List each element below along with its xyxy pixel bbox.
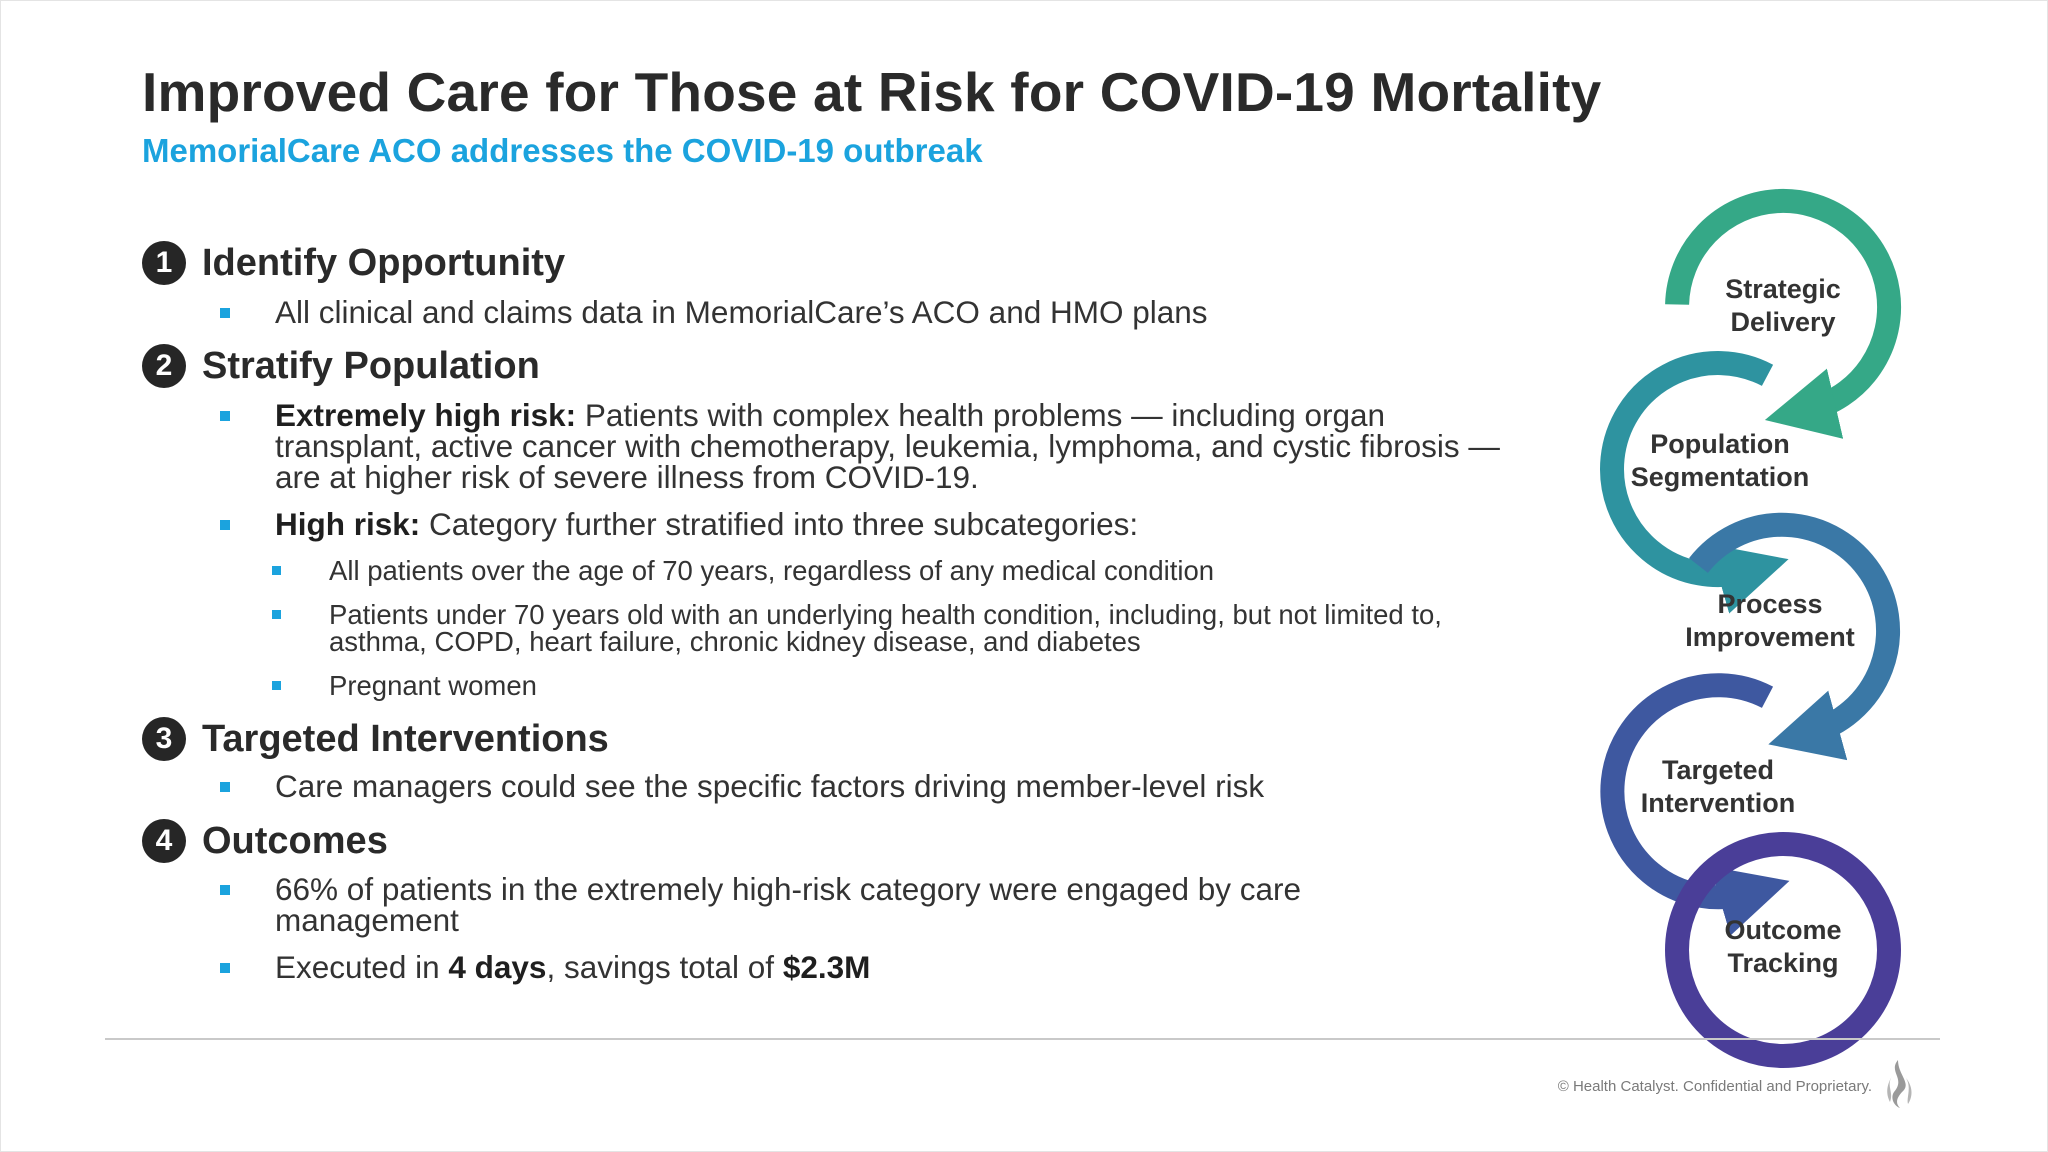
bullet-text: [275, 949, 1520, 985]
bullet-text: 66% of patients in the extremely high-risk category were engaged by care management: [275, 871, 1302, 938]
number-badge: 4: [142, 819, 186, 863]
bullet-duration: 4 days: [448, 949, 547, 985]
cycle-step-line2: Intervention: [1640, 788, 1796, 818]
bullet-text: Care managers could see the specific factors driving member-level risk: [275, 768, 1265, 804]
bullet-body: Patients with complex health problems — including organ transplant, active cancer with chemotherapy, leukemia, lymphoma, and cystic fibrosis — are at higher risk of severe illness from COVID-19.: [275, 397, 1500, 495]
bullet-text: All clinical and claims data in MemorialCare’s ACO and HMO plans: [275, 294, 1208, 330]
cycle-step-line2: Segmentation: [1630, 462, 1810, 492]
section-title: Stratify Population: [202, 344, 540, 387]
bullet-lead: Extremely high risk:: [275, 397, 577, 433]
bullet-body: Category further stratified into three subcategories:: [420, 506, 1139, 542]
bullet-text: [275, 397, 1520, 495]
bullet-square-icon: [220, 963, 230, 973]
cycle-step-line2: Improvement: [1685, 622, 1855, 652]
bullet-square-icon: [220, 520, 230, 530]
section-title: Outcomes: [202, 819, 388, 862]
bullet-lead: High risk:: [275, 506, 421, 542]
cycle-step-label: [1650, 588, 1890, 654]
section-title: Targeted Interventions: [202, 717, 609, 760]
bullet-square-icon: [220, 782, 230, 792]
bullet-savings: $2.3M: [782, 949, 871, 985]
sub-bullet-text: All patients over the age of 70 years, regardless of any medical condition: [329, 555, 1215, 586]
cycle-step-line1: Targeted: [1661, 755, 1775, 785]
footer-divider: [105, 1038, 1940, 1040]
page-subtitle: MemorialCare ACO addresses the COVID-19 outbreak: [142, 132, 983, 169]
cycle-step-line1: Process: [1717, 589, 1823, 619]
section-title: Identify Opportunity: [202, 241, 566, 284]
section-outcomes: [142, 816, 388, 866]
bullet-square-icon: [220, 411, 230, 421]
bullet-square-icon: [272, 681, 281, 690]
cycle-step-label: [1663, 273, 1903, 339]
sub-bullet-text: Pregnant women: [329, 670, 537, 701]
cycle-step-line2: Tracking: [1727, 948, 1839, 978]
section-identify-opportunity: [142, 238, 565, 288]
number-badge: 3: [142, 717, 186, 761]
bullet-square-icon: [272, 610, 281, 619]
footer-copyright: © Health Catalyst. Confidential and Proprietary.: [1557, 1078, 1872, 1095]
bullet-mid: , savings total of: [546, 949, 783, 985]
bullet-text: [275, 506, 1520, 542]
cycle-step-line2: Delivery: [1730, 307, 1836, 337]
bullet-square-icon: [220, 885, 230, 895]
number-badge: 2: [142, 344, 186, 388]
cycle-step-label: [1600, 428, 1840, 494]
bullet-pre: Executed in: [275, 949, 449, 985]
section-stratify-population: [142, 341, 540, 391]
bullet-square-icon: [220, 308, 230, 318]
cycle-step-label: [1663, 914, 1903, 980]
cycle-step-line1: Outcome: [1724, 915, 1842, 945]
section-targeted-interventions: [142, 714, 609, 764]
cycle-step-line1: Population: [1650, 429, 1790, 459]
page-title: Improved Care for Those at Risk for COVID-19 Mortality: [142, 61, 1602, 123]
number-badge: 1: [142, 241, 186, 285]
cycle-step-line1: Strategic: [1725, 274, 1841, 304]
health-catalyst-flame-icon: [1884, 1058, 1912, 1110]
bullet-square-icon: [272, 566, 281, 575]
cycle-step-label: [1598, 754, 1838, 820]
sub-bullet-text: Patients under 70 years old with an underlying health condition, including, but not limited to, asthma, COPD, heart failure, chronic kidney disease, and diabetes: [329, 599, 1442, 657]
